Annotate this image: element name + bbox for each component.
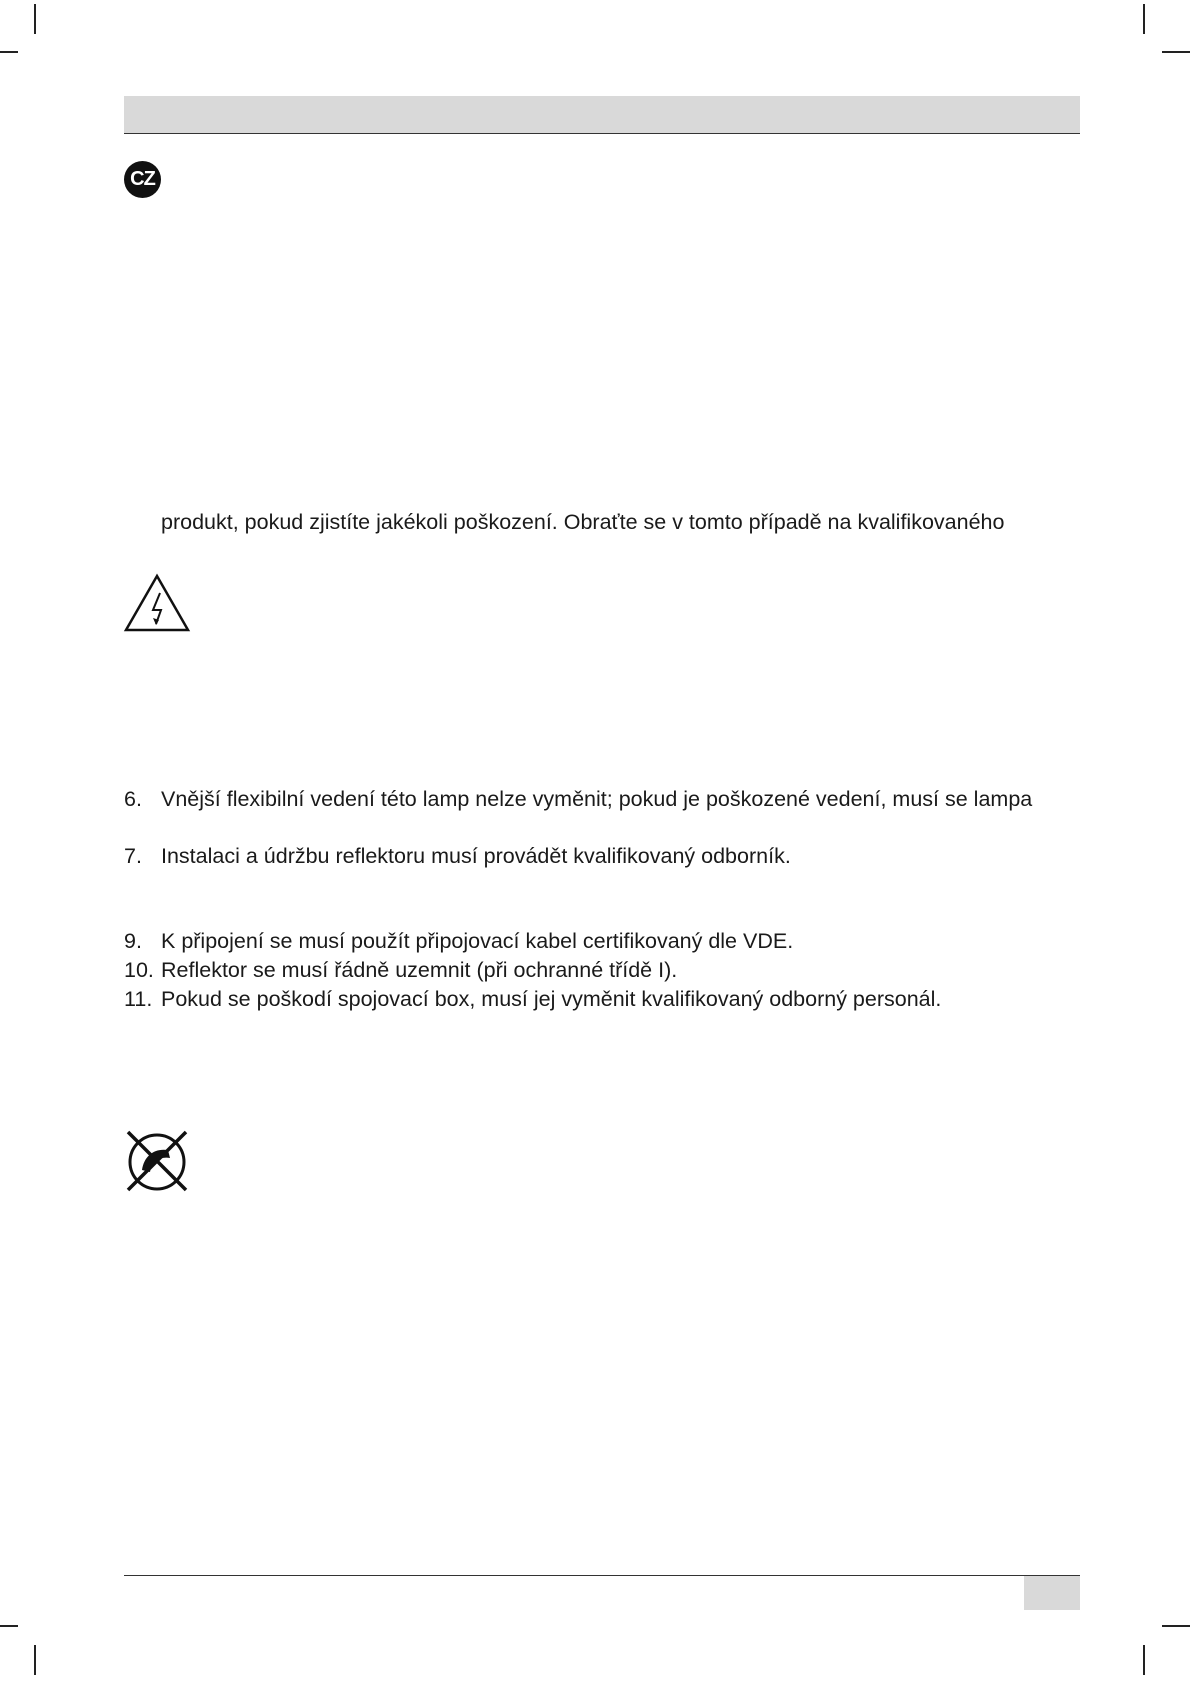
list-item-10 [124,956,677,984]
crop-mark [1162,1625,1190,1627]
intro-line: produkt, pokud zjistíte jakékoli poškození. Obraťte se v tomto případě na kvalifikovaného [161,510,1005,534]
header-bar [124,96,1080,134]
list-item-11 [124,985,941,1013]
list-number: 6. [124,787,142,811]
language-badge: CZ [124,161,161,198]
list-number: 9. [124,929,142,953]
list-number: 11. [124,987,153,1011]
list-item-9 [124,927,793,955]
crop-mark [1162,51,1190,53]
list-number: 10. [124,958,154,982]
page-number-box [1024,1576,1080,1610]
crop-mark [34,1645,36,1675]
list-item-6 [124,785,1032,813]
list-number: 7. [124,844,142,868]
list-text: Vnější flexibilní vedení této lamp nelze vyměnit; pokud je poškozené vedení, musí se lampa [161,787,1033,811]
list-item-7 [124,842,791,870]
crop-mark [1143,1645,1145,1675]
list-text: Reflektor se musí řádně uzemnit (při ochranné třídě I). [161,958,678,982]
crop-mark [0,51,18,53]
list-text: K připojení se musí použít připojovací kabel certifikovaný dle VDE. [161,929,794,953]
electric-shock-warning-icon [123,573,191,638]
no-covering-prohibited-icon [124,1128,190,1199]
footer-rule [124,1575,1080,1576]
list-text: Pokud se poškodí spojovací box, musí jej vyměnit kvalifikovaný odborný personál. [161,987,942,1011]
crop-mark [1143,4,1145,34]
crop-mark [34,4,36,34]
crop-mark [0,1625,18,1627]
list-text: Instalaci a údržbu reflektoru musí provádět kvalifikovaný odborník. [161,844,791,868]
